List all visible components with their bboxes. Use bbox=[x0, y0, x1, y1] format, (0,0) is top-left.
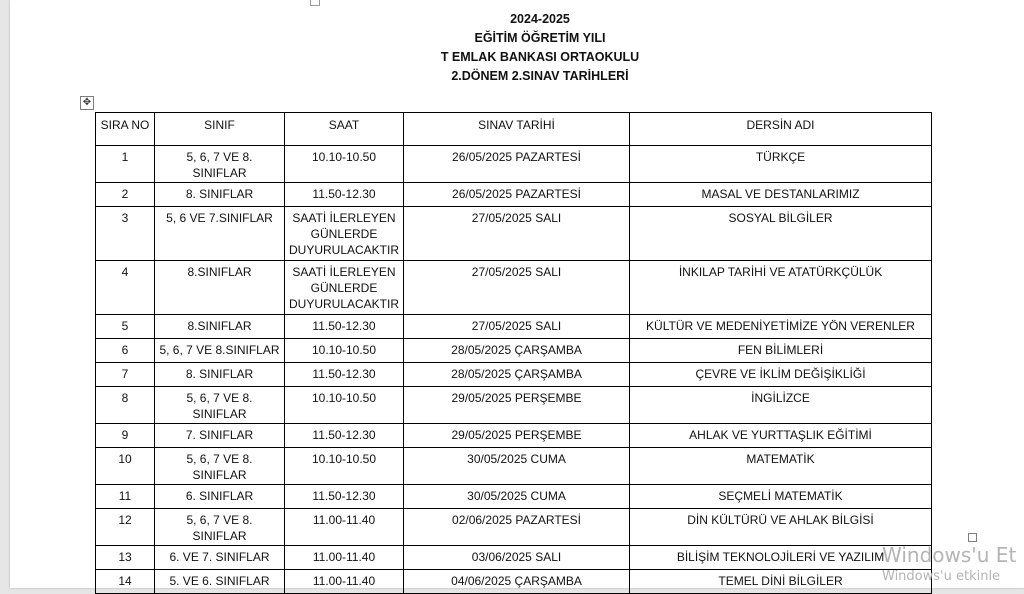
cell-sinif: 8. SINIFLAR bbox=[155, 363, 285, 387]
table-header-row bbox=[96, 113, 932, 146]
cell-saat: 10.10-10.50 bbox=[285, 339, 404, 363]
table-row bbox=[96, 387, 932, 424]
cell-sira-no: 8 bbox=[96, 387, 155, 424]
cell-dersin-adi: MATEMATİK bbox=[630, 448, 932, 485]
cell-saat: 11.50-12.30 bbox=[285, 315, 404, 339]
column-header-sinav-tarihi: SINAV TARİHİ bbox=[404, 113, 630, 146]
cell-sinav-tarihi: 27/05/2025 SALI bbox=[404, 315, 630, 339]
cell-sinav-tarihi: 03/06/2025 SALI bbox=[404, 546, 630, 570]
cell-dersin-adi: SEÇMELİ MATEMATİK bbox=[630, 485, 932, 509]
table-row bbox=[96, 363, 932, 387]
cell-sinav-tarihi: 04/06/2025 ÇARŞAMBA bbox=[404, 570, 630, 594]
cell-sinav-tarihi: 28/05/2025 ÇARŞAMBA bbox=[404, 339, 630, 363]
header-school-name: T EMLAK BANKASI ORTAOKULU bbox=[440, 50, 640, 64]
cell-sinif: 5, 6, 7 VE 8. SINIFLAR bbox=[155, 509, 285, 546]
document-page bbox=[10, 0, 1024, 588]
cell-sinav-tarihi: 27/05/2025 SALI bbox=[404, 261, 630, 315]
cell-sinif: 5, 6 VE 7.SINIFLAR bbox=[155, 207, 285, 261]
cell-sinav-tarihi: 29/05/2025 PERŞEMBE bbox=[404, 387, 630, 424]
table-row bbox=[96, 570, 932, 594]
windows-activation-watermark bbox=[882, 542, 1016, 586]
cell-sira-no: 10 bbox=[96, 448, 155, 485]
cell-dersin-adi: FEN BİLİMLERİ bbox=[630, 339, 932, 363]
cell-saat: 10.10-10.50 bbox=[285, 146, 404, 183]
exam-schedule-table bbox=[95, 112, 932, 594]
cell-sinif: 6. VE 7. SINIFLAR bbox=[155, 546, 285, 570]
table-row bbox=[96, 261, 932, 315]
cell-sira-no: 2 bbox=[96, 183, 155, 207]
table-row bbox=[96, 315, 932, 339]
cell-sinav-tarihi: 28/05/2025 ÇARŞAMBA bbox=[404, 363, 630, 387]
cell-sinif: 5, 6, 7 VE 8. SINIFLAR bbox=[155, 387, 285, 424]
table-row bbox=[96, 424, 932, 448]
cell-sira-no: 14 bbox=[96, 570, 155, 594]
cell-sira-no: 5 bbox=[96, 315, 155, 339]
cell-sinav-tarihi: 29/05/2025 PERŞEMBE bbox=[404, 424, 630, 448]
header-exam-title: 2.DÖNEM 2.SINAV TARİHLERİ bbox=[451, 69, 629, 83]
cell-dersin-adi: İNKILAP TARİHİ VE ATATÜRKÇÜLÜK bbox=[630, 261, 932, 315]
cell-sinif: 5, 6, 7 VE 8. SINIFLAR bbox=[155, 146, 285, 183]
cell-sira-no: 9 bbox=[96, 424, 155, 448]
header-education-year: EĞİTİM ÖĞRETİM YILI bbox=[474, 31, 606, 45]
table-row bbox=[96, 448, 932, 485]
table-resize-handle-icon[interactable] bbox=[968, 533, 977, 542]
cell-saat: 11.50-12.30 bbox=[285, 363, 404, 387]
cell-dersin-adi: BİLİŞİM TEKNOLOJİLERİ VE YAZILIM bbox=[630, 546, 932, 570]
cell-dersin-adi: TÜRKÇE bbox=[630, 146, 932, 183]
cell-sira-no: 13 bbox=[96, 546, 155, 570]
table-row bbox=[96, 509, 932, 546]
column-header-saat: SAAT bbox=[285, 113, 404, 146]
cell-sinav-tarihi: 26/05/2025 PAZARTESİ bbox=[404, 183, 630, 207]
cell-dersin-adi: AHLAK VE YURTTAŞLIK EĞİTİMİ bbox=[630, 424, 932, 448]
table-row bbox=[96, 339, 932, 363]
cell-sira-no: 12 bbox=[96, 509, 155, 546]
cell-dersin-adi: İNGİLİZCE bbox=[630, 387, 932, 424]
cell-sinav-tarihi: 26/05/2025 PAZARTESİ bbox=[404, 146, 630, 183]
cell-sinav-tarihi: 02/06/2025 PAZARTESİ bbox=[404, 509, 630, 546]
table-row bbox=[96, 183, 932, 207]
cell-saat: SAATİ İLERLEYEN GÜNLERDE DUYURULACAKTIR bbox=[285, 207, 404, 261]
cell-sinav-tarihi: 30/05/2025 CUMA bbox=[404, 485, 630, 509]
cell-dersin-adi: ÇEVRE VE İKLİM DEĞİŞİKLİĞİ bbox=[630, 363, 932, 387]
cell-sira-no: 1 bbox=[96, 146, 155, 183]
cell-sira-no: 6 bbox=[96, 339, 155, 363]
table-row bbox=[96, 146, 932, 183]
cell-sira-no: 11 bbox=[96, 485, 155, 509]
table-row bbox=[96, 546, 932, 570]
cell-saat: 11.00-11.40 bbox=[285, 509, 404, 546]
document-header bbox=[10, 10, 1024, 86]
watermark-line2: Windows'u etkinle bbox=[882, 569, 1001, 584]
cell-dersin-adi: DİN KÜLTÜRÜ VE AHLAK BİLGİSİ bbox=[630, 509, 932, 546]
cell-dersin-adi: TEMEL DİNİ BİLGİLER bbox=[630, 570, 932, 594]
header-year: 2024-2025 bbox=[510, 12, 570, 26]
column-header-dersin-adi: DERSİN ADI bbox=[630, 113, 932, 146]
cell-sinif: 8. SINIFLAR bbox=[155, 183, 285, 207]
table-move-handle-icon[interactable]: ✥ bbox=[80, 96, 94, 110]
column-header-sira-no: SIRA NO bbox=[96, 113, 155, 146]
cell-sinif: 5. VE 6. SINIFLAR bbox=[155, 570, 285, 594]
cell-sira-no: 4 bbox=[96, 261, 155, 315]
cell-sinif: 5, 6, 7 VE 8. SINIFLAR bbox=[155, 448, 285, 485]
cell-sinif: 8.SINIFLAR bbox=[155, 261, 285, 315]
table-row bbox=[96, 485, 932, 509]
cell-dersin-adi: MASAL VE DESTANLARIMIZ bbox=[630, 183, 932, 207]
table-row bbox=[96, 207, 932, 261]
cell-saat: 11.00-11.40 bbox=[285, 546, 404, 570]
cell-dersin-adi: KÜLTÜR VE MEDENİYETİMİZE YÖN VERENLER bbox=[630, 315, 932, 339]
watermark-line1: Windows'u Et bbox=[882, 543, 1017, 567]
cell-saat: 10.10-10.50 bbox=[285, 448, 404, 485]
cell-sinif: 8.SINIFLAR bbox=[155, 315, 285, 339]
cell-saat: SAATİ İLERLEYEN GÜNLERDE DUYURULACAKTIR bbox=[285, 261, 404, 315]
cell-saat: 11.50-12.30 bbox=[285, 183, 404, 207]
cell-sinif: 5, 6, 7 VE 8.SINIFLAR bbox=[155, 339, 285, 363]
cell-sinav-tarihi: 30/05/2025 CUMA bbox=[404, 448, 630, 485]
cell-sinif: 7. SINIFLAR bbox=[155, 424, 285, 448]
cell-dersin-adi: SOSYAL BİLGİLER bbox=[630, 207, 932, 261]
cell-sinif: 6. SINIFLAR bbox=[155, 485, 285, 509]
cell-sinav-tarihi: 27/05/2025 SALI bbox=[404, 207, 630, 261]
cell-saat: 11.50-12.30 bbox=[285, 424, 404, 448]
table-body bbox=[96, 146, 932, 594]
page-top-handle-icon[interactable] bbox=[310, 0, 320, 6]
cell-saat: 11.50-12.30 bbox=[285, 485, 404, 509]
cell-saat: 11.00-11.40 bbox=[285, 570, 404, 594]
column-header-sinif: SINIF bbox=[155, 113, 285, 146]
cell-sira-no: 7 bbox=[96, 363, 155, 387]
cell-saat: 10.10-10.50 bbox=[285, 387, 404, 424]
cell-sira-no: 3 bbox=[96, 207, 155, 261]
